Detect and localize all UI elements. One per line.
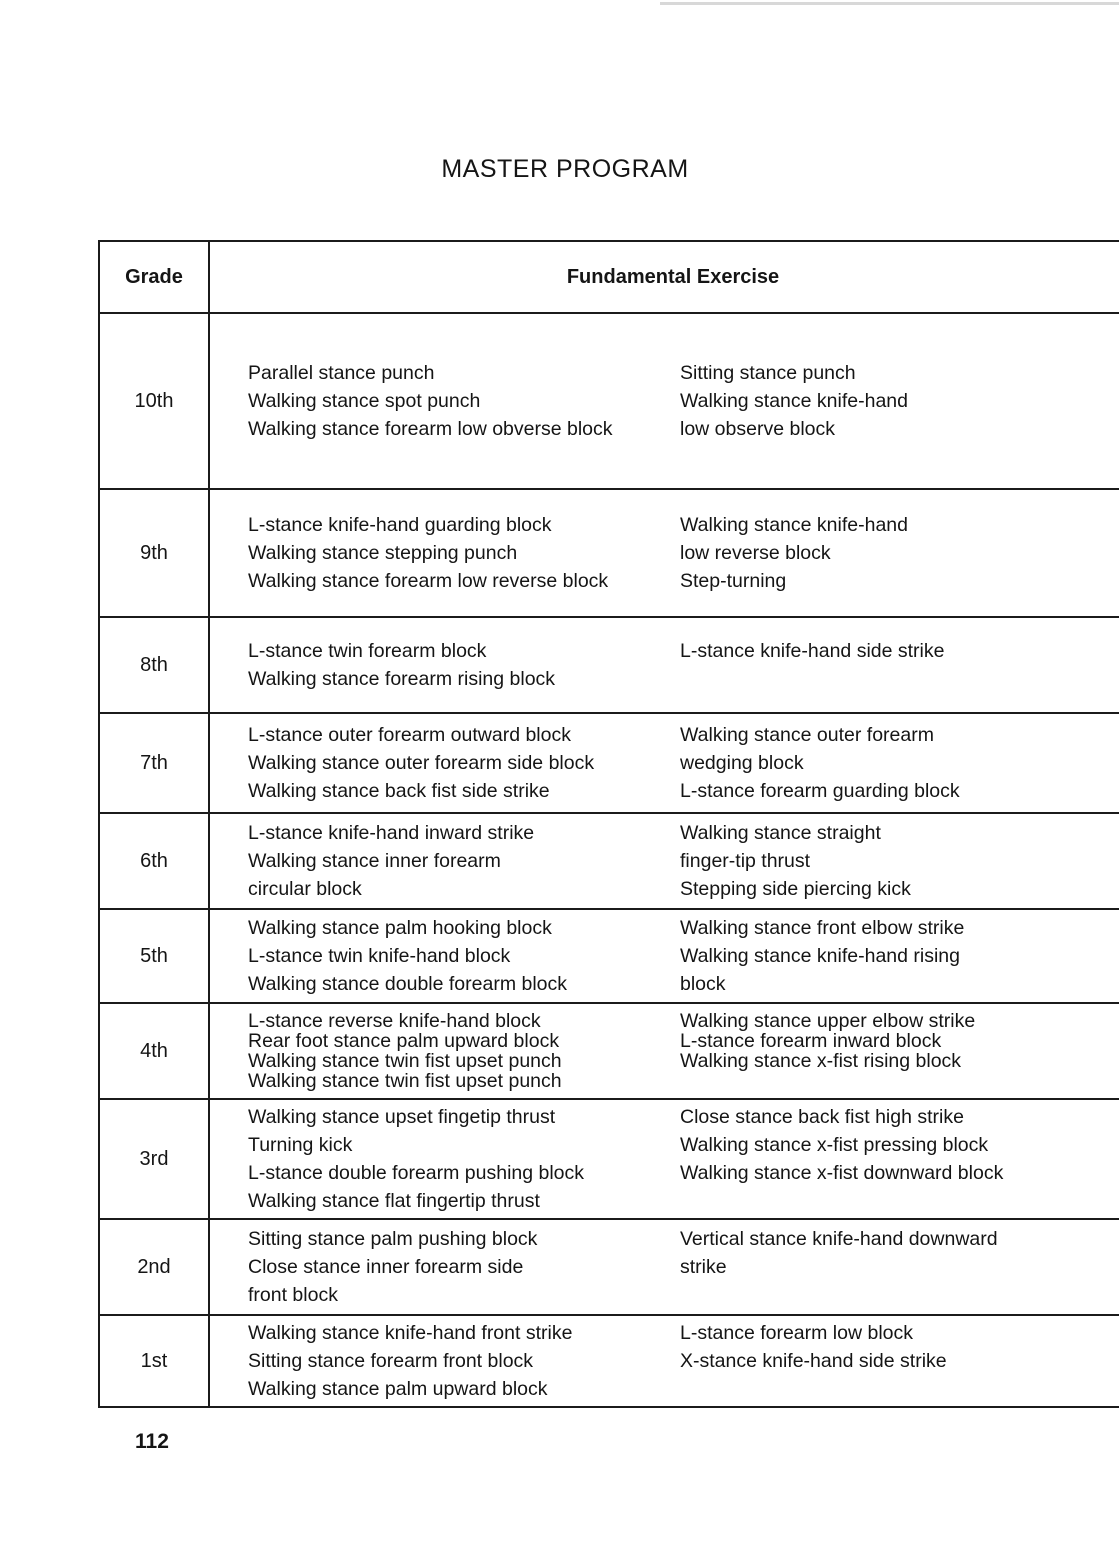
exercise-cell [209, 909, 1119, 1003]
page-number: 112 [135, 1430, 169, 1453]
exercise-item: Sitting stance forearm front block [248, 1350, 534, 1372]
exercise-item: Walking stance back fist side strike [248, 780, 550, 802]
exercise-item: Walking stance knife-hand rising [680, 945, 960, 967]
exercise-item: Walking stance forearm rising block [248, 668, 556, 690]
table-row [99, 617, 1119, 713]
exercise-item: Walking stance upset fingetip thrust [248, 1106, 556, 1128]
exercise-item: Stepping side piercing kick [680, 878, 911, 900]
exercise-item: L-stance forearm inward block [680, 1030, 942, 1052]
exercise-item: Walking stance double forearm block [248, 973, 568, 995]
exercise-item: L-stance twin knife-hand block [248, 945, 511, 967]
exercise-item: L-stance reverse knife-hand block [248, 1010, 541, 1032]
exercise-item: Walking stance spot punch [248, 390, 481, 412]
exercise-cell [209, 1003, 1119, 1099]
exercise-list-left [210, 511, 680, 595]
exercise-list-right [680, 819, 1119, 903]
table-row [99, 713, 1119, 813]
exercise-list-right [680, 359, 1119, 443]
exercise-list-left [210, 359, 680, 443]
exercise-list-right [680, 637, 1119, 693]
header-row [99, 241, 1119, 313]
exercise-cell [209, 713, 1119, 813]
exercise-item: L-stance forearm low block [680, 1322, 914, 1344]
exercise-list-left [210, 1319, 680, 1403]
exercise-item: Walking stance inner forearm [248, 850, 501, 872]
exercise-list-left [210, 1011, 680, 1091]
table-row [99, 813, 1119, 909]
exercise-list-left [210, 819, 680, 903]
exercise-item: finger-tip thrust [680, 850, 811, 872]
exercise-cell [209, 489, 1119, 617]
exercise-item: Walking stance forearm low obverse block [248, 418, 613, 440]
exercise-item: Sitting stance punch [680, 362, 856, 384]
exercise-item: block [680, 973, 726, 995]
exercise-item: Walking stance x-fist pressing block [680, 1134, 989, 1156]
grade-cell: 8th [99, 617, 209, 713]
exercise-item: Walking stance x-fist downward block [680, 1162, 1004, 1184]
table-row [99, 1003, 1119, 1099]
table-row [99, 1219, 1119, 1315]
grade-column-header: Grade [99, 241, 209, 313]
grade-cell: 5th [99, 909, 209, 1003]
exercise-item: L-stance outer forearm outward block [248, 724, 571, 746]
exercise-list-right [680, 721, 1119, 805]
exercise-list-left [210, 1225, 680, 1309]
exercise-cell [209, 1219, 1119, 1315]
exercise-item: Walking stance flat fingertip thrust [248, 1190, 540, 1212]
exercise-item: strike [680, 1256, 727, 1278]
exercise-item: Walking stance knife-hand [680, 390, 908, 412]
exercise-cell [209, 313, 1119, 489]
exercise-cell [209, 813, 1119, 909]
exercise-item: Parallel stance punch [248, 362, 435, 384]
table-row [99, 489, 1119, 617]
exercise-item: front block [248, 1284, 338, 1306]
exercise-item: Close stance back fist high strike [680, 1106, 964, 1128]
grade-cell: 6th [99, 813, 209, 909]
exercise-item: Close stance inner forearm side [248, 1256, 524, 1278]
page-title: MASTER PROGRAM [441, 155, 689, 183]
exercise-list-right [680, 1225, 1119, 1309]
exercise-item: Walking stance palm hooking block [248, 917, 552, 939]
exercise-item: Walking stance outer forearm side block [248, 752, 595, 774]
table-row [99, 1099, 1119, 1219]
grade-cell: 10th [99, 313, 209, 489]
exercise-item: circular block [248, 878, 362, 900]
exercise-item: Step-turning [680, 570, 787, 592]
exercise-item: Walking stance knife-hand [680, 514, 908, 536]
exercise-cell [209, 617, 1119, 713]
exercise-item: Walking stance outer forearm [680, 724, 934, 746]
exercise-item: Walking stance forearm low reverse block [248, 570, 609, 592]
exercise-list-right [680, 1319, 1119, 1403]
exercise-cell [209, 1315, 1119, 1407]
exercise-item: X-stance knife-hand side strike [680, 1350, 947, 1372]
exercise-item: Walking stance palm upward block [248, 1378, 548, 1400]
exercise-item: L-stance twin forearm block [248, 640, 487, 662]
exercise-item: Walking stance straight [680, 822, 881, 844]
exercise-list-right [680, 1011, 1119, 1091]
exercise-list-right [680, 511, 1119, 595]
exercise-item: Walking stance twin fist upset punch [248, 1050, 562, 1072]
grade-cell: 9th [99, 489, 209, 617]
exercise-item: Walking stance knife-hand front strike [248, 1322, 573, 1344]
exercise-cell [209, 1099, 1119, 1219]
table-row [99, 313, 1119, 489]
exercise-item: wedging block [680, 752, 804, 774]
master-program-table [98, 240, 1119, 1408]
exercise-item: low observe block [680, 418, 835, 440]
exercise-item: L-stance forearm guarding block [680, 780, 960, 802]
table-body [99, 313, 1119, 1407]
exercise-list-left [210, 1103, 680, 1215]
exercise-item: Walking stance x-fist rising block [680, 1050, 962, 1072]
exercise-item: Walking stance front elbow strike [680, 917, 965, 939]
exercise-item: low reverse block [680, 542, 831, 564]
grade-cell: 3rd [99, 1099, 209, 1219]
exercise-item: Sitting stance palm pushing block [248, 1228, 538, 1250]
grade-cell: 2nd [99, 1219, 209, 1315]
grade-cell: 7th [99, 713, 209, 813]
exercise-item: L-stance knife-hand inward strike [248, 822, 535, 844]
exercise-item: L-stance knife-hand guarding block [248, 514, 552, 536]
exercise-item: L-stance knife-hand side strike [680, 640, 945, 662]
exercise-item: Turning kick [248, 1134, 353, 1156]
exercise-item: Walking stance upper elbow strike [680, 1010, 976, 1032]
exercise-item: L-stance double forearm pushing block [248, 1162, 585, 1184]
table-row [99, 1315, 1119, 1407]
table-row [99, 909, 1119, 1003]
exercise-item: Rear foot stance palm upward block [248, 1030, 560, 1052]
grade-cell: 4th [99, 1003, 209, 1099]
exercise-list-left [210, 637, 680, 693]
exercise-list-left [210, 721, 680, 805]
exercise-item: Walking stance twin fist upset punch [248, 1070, 562, 1092]
exercise-item: Walking stance stepping punch [248, 542, 518, 564]
scan-edge-rule [660, 2, 1119, 5]
exercise-list-right [680, 914, 1119, 998]
exercise-column-header: Fundamental Exercise [209, 241, 1119, 313]
grade-cell: 1st [99, 1315, 209, 1407]
exercise-item: Vertical stance knife-hand downward [680, 1228, 998, 1250]
exercise-list-right [680, 1103, 1119, 1215]
exercise-list-left [210, 914, 680, 998]
